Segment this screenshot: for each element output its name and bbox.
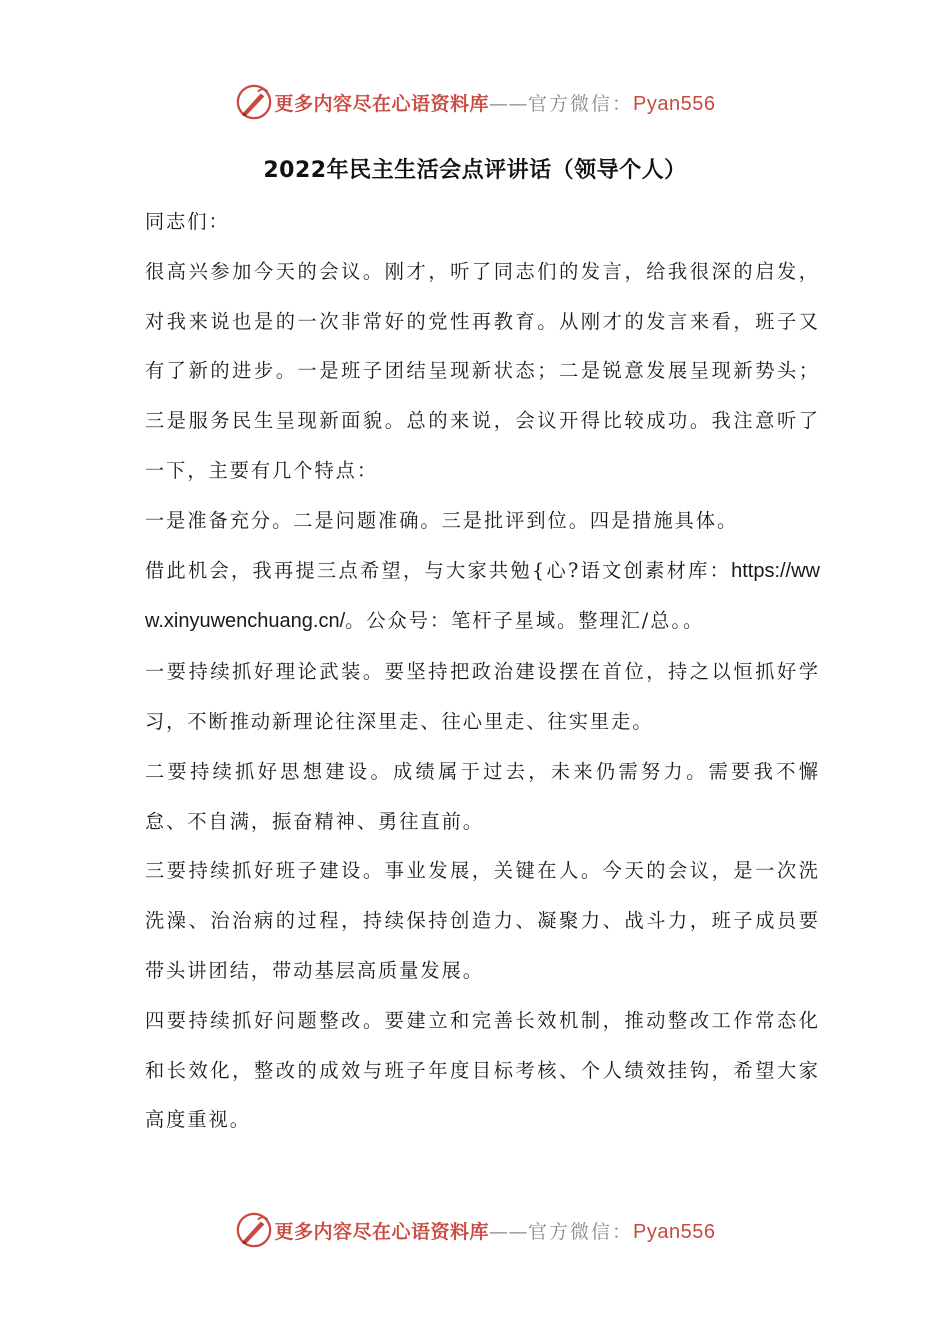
document-title: 2022年民主生活会点评讲话（领导个人） [263,158,687,183]
paragraph: 很高兴参加今天的会议。刚才，听了同志们的发言，给我很深的启发，对我来说也是的一次非常好的党性再教育。从刚才的发言来看，班子又有了新的进步。一是班子团结呈现新状态；二是锐意发展呈现新势头；三是服务民生呈现新面貌。总的来说，会议开得比较成功。我注意听了一下，主要有几个特点： [145,259,820,482]
pen-logo-icon [235,83,273,121]
website-link[interactable]: https://www.xinyuwenchuang.cn/ [145,559,820,633]
document-body [145,197,820,1145]
watermark-text: 更多内容尽在心语资料库——官方微信：Pyan556 [274,92,716,115]
footer-watermark [0,1208,950,1252]
watermark-text: 更多内容尽在心语资料库——官方微信：Pyan556 [274,1220,716,1243]
paragraph: 二要持续抓好思想建设。成绩属于过去，未来仍需努力。需要我不懈怠、不自满，振奋精神、勇往直前。 [145,759,820,833]
header-watermark [0,80,950,124]
paragraph-with-link [145,546,820,648]
pen-logo-icon [235,1211,273,1249]
paragraph: 一是准备充分。二是问题准确。三是批评到位。四是措施具体。 [145,508,739,532]
paragraph: 三要持续抓好班子建设。事业发展，关键在人。今天的会议，是一次洗洗澡、治治病的过程，持续保持创造力、凝聚力、战斗力，班子成员要带头讲团结，带动基层高质量发展。 [145,859,820,982]
paragraph: 一要持续抓好理论武装。要坚持把政治建设摆在首位，持之以恒抓好学习，不断推动新理论往深里走、往心里走、往实里走。 [145,660,820,733]
paragraph: 四要持续抓好问题整改。要建立和完善长效机制，推动整改工作常态化和长效化，整改的成效与班子年度目标考核、个人绩效挂钩，希望大家高度重视。 [145,1008,820,1132]
paragraph: 同志们： [145,210,230,233]
paragraph-text: 。公众号：笔杆子星域。整理汇/总。。 [345,609,705,633]
paragraph-text: 借此机会，我再提三点希望，与大家共勉{心?语文创素材库： [145,558,732,582]
